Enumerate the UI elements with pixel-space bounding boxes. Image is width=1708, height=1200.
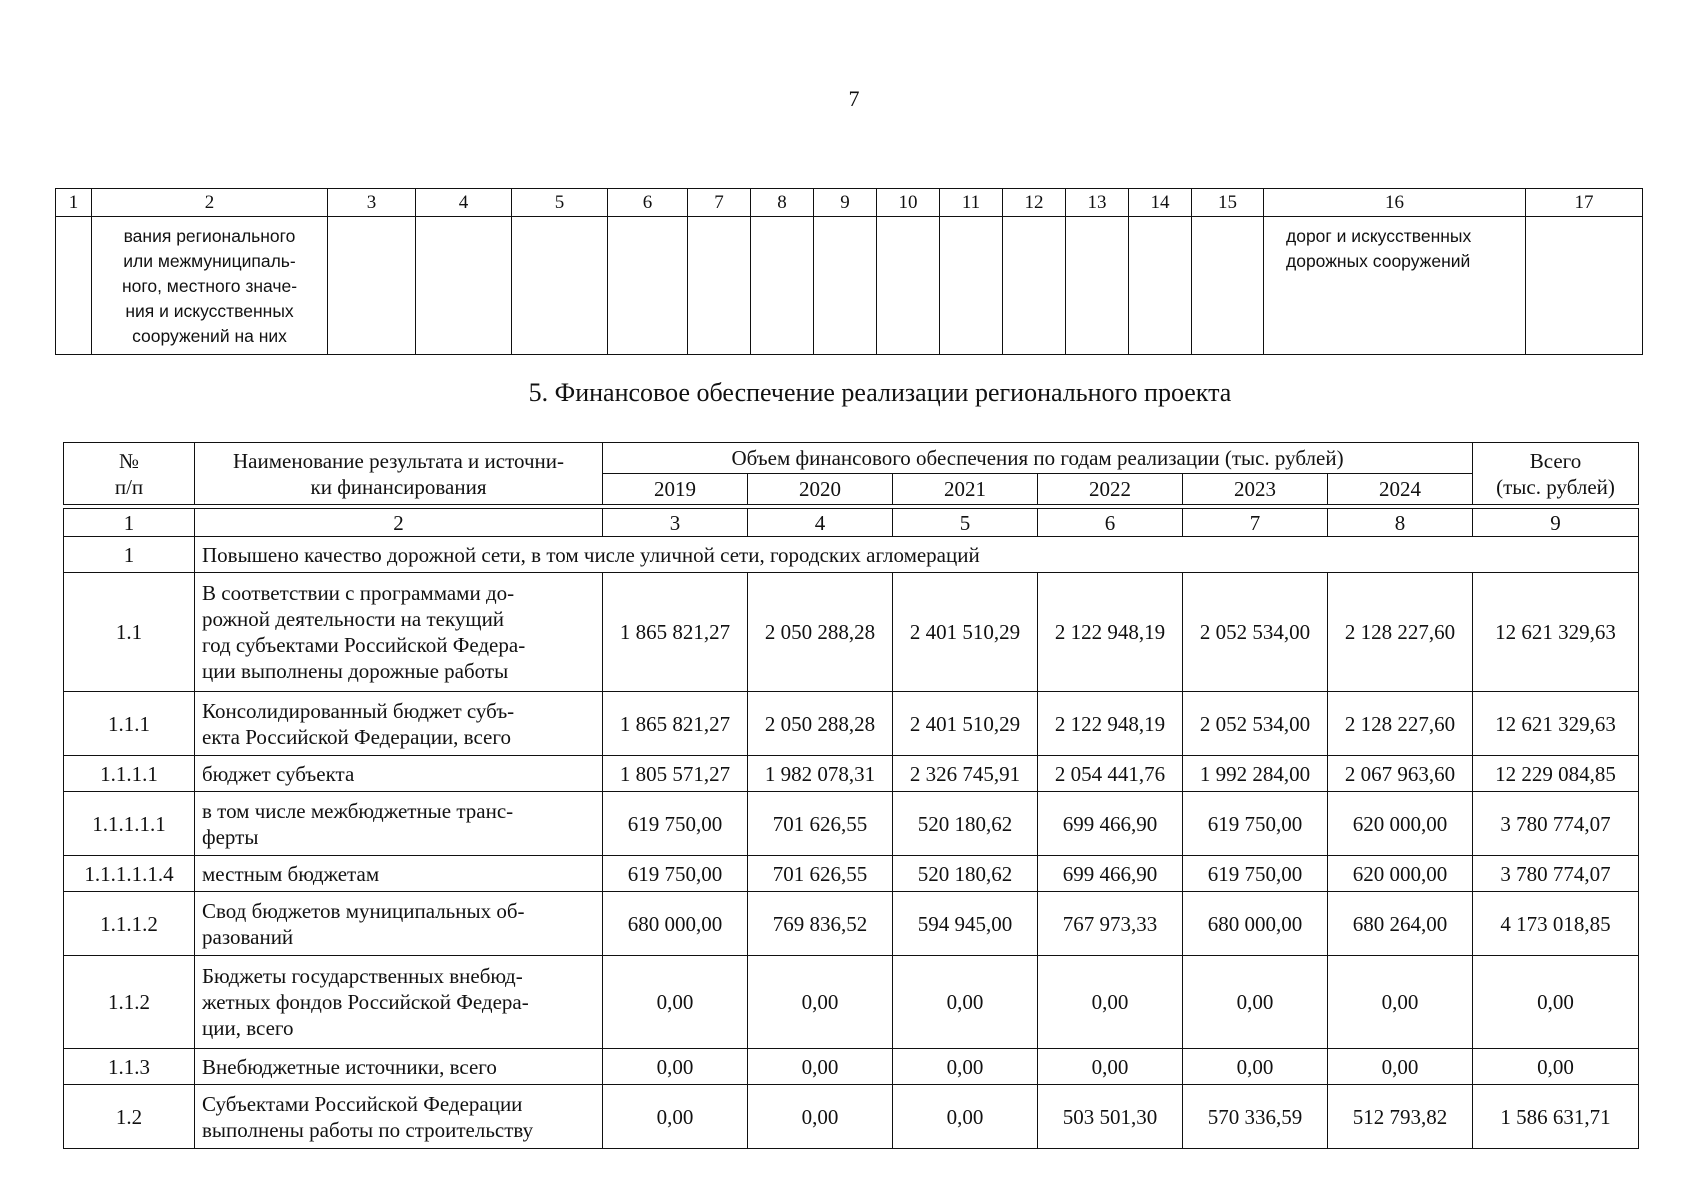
year-value: 620 000,00 xyxy=(1328,856,1473,892)
col-header: 4 xyxy=(416,189,512,217)
total-value: 12 229 084,85 xyxy=(1473,756,1639,792)
row-number: 1.1 xyxy=(64,573,195,692)
row-name: Субъектами Российской Федерации выполнены работы по строительству xyxy=(195,1085,603,1149)
table-row xyxy=(64,792,1639,856)
year-value: 701 626,55 xyxy=(748,856,893,892)
column-index: 2 xyxy=(195,509,603,537)
table-cell xyxy=(608,217,688,355)
year-value: 0,00 xyxy=(1038,1049,1183,1085)
row-number: 1.1.1 xyxy=(64,692,195,756)
year-value: 767 973,33 xyxy=(1038,892,1183,956)
year-value: 503 501,30 xyxy=(1038,1085,1183,1149)
col-header: 1 xyxy=(56,189,92,217)
year-value: 0,00 xyxy=(603,1085,748,1149)
year-value: 680 000,00 xyxy=(603,892,748,956)
row-number: 1.1.1.2 xyxy=(64,892,195,956)
year-value: 701 626,55 xyxy=(748,792,893,856)
col-header: 6 xyxy=(608,189,688,217)
year-value: 0,00 xyxy=(603,1049,748,1085)
year-value: 1 992 284,00 xyxy=(1183,756,1328,792)
column-index-row xyxy=(64,509,1639,537)
col-header: 2 xyxy=(92,189,328,217)
column-index: 9 xyxy=(1473,509,1639,537)
row-number: 1.1.3 xyxy=(64,1049,195,1085)
column-index: 7 xyxy=(1183,509,1328,537)
table-cell xyxy=(56,217,92,355)
year-value: 2 401 510,29 xyxy=(893,573,1038,692)
year-value: 0,00 xyxy=(1328,1049,1473,1085)
row-name: Бюджеты государственных внебюд- жетных фондов Российской Федера- ции, всего xyxy=(195,956,603,1049)
col-header: 15 xyxy=(1192,189,1264,217)
table-cell xyxy=(1264,217,1526,355)
table-cell xyxy=(940,217,1003,355)
year-value: 680 000,00 xyxy=(1183,892,1328,956)
year-value: 619 750,00 xyxy=(603,792,748,856)
row-number: 1.1.1.1.1 xyxy=(64,792,195,856)
year-value: 520 180,62 xyxy=(893,792,1038,856)
year-header: 2023 xyxy=(1183,474,1328,505)
section-row xyxy=(64,537,1639,573)
row-number: 1 xyxy=(64,537,195,573)
name-header: Наименование результата и источни- ки финансирования xyxy=(195,443,603,505)
year-value: 2 067 963,60 xyxy=(1328,756,1473,792)
year-value: 570 336,59 xyxy=(1183,1085,1328,1149)
year-value: 2 054 441,76 xyxy=(1038,756,1183,792)
col-header: 16 xyxy=(1264,189,1526,217)
total-value: 3 780 774,07 xyxy=(1473,792,1639,856)
total-value: 12 621 329,63 xyxy=(1473,573,1639,692)
page-number: 7 xyxy=(848,86,860,111)
col-header: 17 xyxy=(1526,189,1643,217)
col-header: 8 xyxy=(751,189,814,217)
continuation-body-row xyxy=(56,217,1643,355)
total-value: 1 586 631,71 xyxy=(1473,1085,1639,1149)
col-header: 11 xyxy=(940,189,1003,217)
col-header: 10 xyxy=(877,189,940,217)
table-row xyxy=(64,692,1639,756)
column-index: 1 xyxy=(64,509,195,537)
row-name: Внебюджетные источники, всего xyxy=(195,1049,603,1085)
year-header: 2021 xyxy=(893,474,1038,505)
year-value: 2 122 948,19 xyxy=(1038,692,1183,756)
year-value: 0,00 xyxy=(893,956,1038,1049)
year-value: 2 052 534,00 xyxy=(1183,692,1328,756)
year-value: 1 805 571,27 xyxy=(603,756,748,792)
year-value: 680 264,00 xyxy=(1328,892,1473,956)
year-value: 0,00 xyxy=(748,956,893,1049)
year-value: 2 052 534,00 xyxy=(1183,573,1328,692)
year-value: 594 945,00 xyxy=(893,892,1038,956)
total-value: 4 173 018,85 xyxy=(1473,892,1639,956)
row-number: 1.1.1.1 xyxy=(64,756,195,792)
row-name: местным бюджетам xyxy=(195,856,603,892)
table-row xyxy=(64,856,1639,892)
total-header: Всего (тыс. рублей) xyxy=(1473,443,1639,505)
table-cell xyxy=(1192,217,1264,355)
year-value: 2 122 948,19 xyxy=(1038,573,1183,692)
year-value: 2 401 510,29 xyxy=(893,692,1038,756)
total-value: 12 621 329,63 xyxy=(1473,692,1639,756)
row-number: 1.1.1.1.1.4 xyxy=(64,856,195,892)
year-value: 769 836,52 xyxy=(748,892,893,956)
column-index: 3 xyxy=(603,509,748,537)
year-value: 2 326 745,91 xyxy=(893,756,1038,792)
row-name: бюджет субъекта xyxy=(195,756,603,792)
volume-header: Объем финансового обеспечения по годам реализации (тыс. рублей) xyxy=(603,443,1473,474)
table-row xyxy=(64,1049,1639,1085)
year-value: 0,00 xyxy=(748,1049,893,1085)
table-row xyxy=(64,756,1639,792)
year-value: 619 750,00 xyxy=(1183,792,1328,856)
year-value: 699 466,90 xyxy=(1038,856,1183,892)
table-cell xyxy=(1526,217,1643,355)
year-value: 0,00 xyxy=(1038,956,1183,1049)
table-cell xyxy=(328,217,416,355)
column-index: 6 xyxy=(1038,509,1183,537)
total-value: 0,00 xyxy=(1473,956,1639,1049)
table-cell xyxy=(1129,217,1192,355)
col-header: 5 xyxy=(512,189,608,217)
table-row xyxy=(64,573,1639,692)
year-value: 619 750,00 xyxy=(603,856,748,892)
col-header: 3 xyxy=(328,189,416,217)
table-cell xyxy=(688,217,751,355)
year-header: 2019 xyxy=(603,474,748,505)
year-value: 0,00 xyxy=(1183,956,1328,1049)
col-header: 13 xyxy=(1066,189,1129,217)
col-header: 9 xyxy=(814,189,877,217)
year-value: 619 750,00 xyxy=(1183,856,1328,892)
table-cell xyxy=(92,217,328,355)
year-value: 1 982 078,31 xyxy=(748,756,893,792)
column-index: 8 xyxy=(1328,509,1473,537)
year-header: 2022 xyxy=(1038,474,1183,505)
year-value: 620 000,00 xyxy=(1328,792,1473,856)
year-value: 520 180,62 xyxy=(893,856,1038,892)
section-title: 5. Финансовое обеспечение реализации регионального проекта xyxy=(528,378,1232,407)
table-cell xyxy=(877,217,940,355)
year-value: 512 793,82 xyxy=(1328,1085,1473,1149)
total-value: 3 780 774,07 xyxy=(1473,856,1639,892)
year-value: 2 050 288,28 xyxy=(748,692,893,756)
row-name: в том числе межбюджетные транс- ферты xyxy=(195,792,603,856)
year-value: 0,00 xyxy=(1183,1049,1328,1085)
continuation-col2-text: вания регионального или межмуниципаль- ного, местного значе- ния и искусственных сооружений на них xyxy=(121,226,298,346)
year-header: 2024 xyxy=(1328,474,1473,505)
row-name: Свод бюджетов муниципальных об- разований xyxy=(195,892,603,956)
finance-table xyxy=(63,442,1639,1149)
finance-header-row xyxy=(64,443,1639,474)
year-value: 2 128 227,60 xyxy=(1328,692,1473,756)
row-number: 1.1.2 xyxy=(64,956,195,1049)
col-header: 7 xyxy=(688,189,751,217)
year-value: 0,00 xyxy=(1328,956,1473,1049)
table-row xyxy=(64,892,1639,956)
row-name: В соответствии с программами до- рожной деятельности на текущий год субъектами Российской Федера- ции выполнены дорожные работы xyxy=(195,573,603,692)
year-value: 0,00 xyxy=(893,1085,1038,1149)
continuation-header-row xyxy=(56,189,1643,217)
year-value: 1 865 821,27 xyxy=(603,692,748,756)
table-cell xyxy=(1003,217,1066,355)
year-value: 1 865 821,27 xyxy=(603,573,748,692)
col-header: 14 xyxy=(1129,189,1192,217)
table-row xyxy=(64,956,1639,1049)
table-cell xyxy=(751,217,814,355)
section-row-text: Повышено качество дорожной сети, в том числе уличной сети, городских агломераций xyxy=(195,537,1639,573)
year-header: 2020 xyxy=(748,474,893,505)
continuation-col16-text: дорог и искусственных дорожных сооружений xyxy=(1286,226,1472,271)
table-cell xyxy=(1066,217,1129,355)
table-row xyxy=(64,1085,1639,1149)
table-cell xyxy=(416,217,512,355)
row-name: Консолидированный бюджет субъ- екта Российской Федерации, всего xyxy=(195,692,603,756)
column-index: 5 xyxy=(893,509,1038,537)
row-number: 1.2 xyxy=(64,1085,195,1149)
year-value: 0,00 xyxy=(893,1049,1038,1085)
year-value: 0,00 xyxy=(748,1085,893,1149)
finance-body xyxy=(64,573,1639,1149)
column-index: 4 xyxy=(748,509,893,537)
col-header: 12 xyxy=(1003,189,1066,217)
year-value: 699 466,90 xyxy=(1038,792,1183,856)
continuation-table xyxy=(55,188,1643,355)
total-value: 0,00 xyxy=(1473,1049,1639,1085)
year-value: 2 050 288,28 xyxy=(748,573,893,692)
year-value: 0,00 xyxy=(603,956,748,1049)
num-header: № п/п xyxy=(64,443,195,505)
year-value: 2 128 227,60 xyxy=(1328,573,1473,692)
table-cell xyxy=(814,217,877,355)
table-cell xyxy=(512,217,608,355)
